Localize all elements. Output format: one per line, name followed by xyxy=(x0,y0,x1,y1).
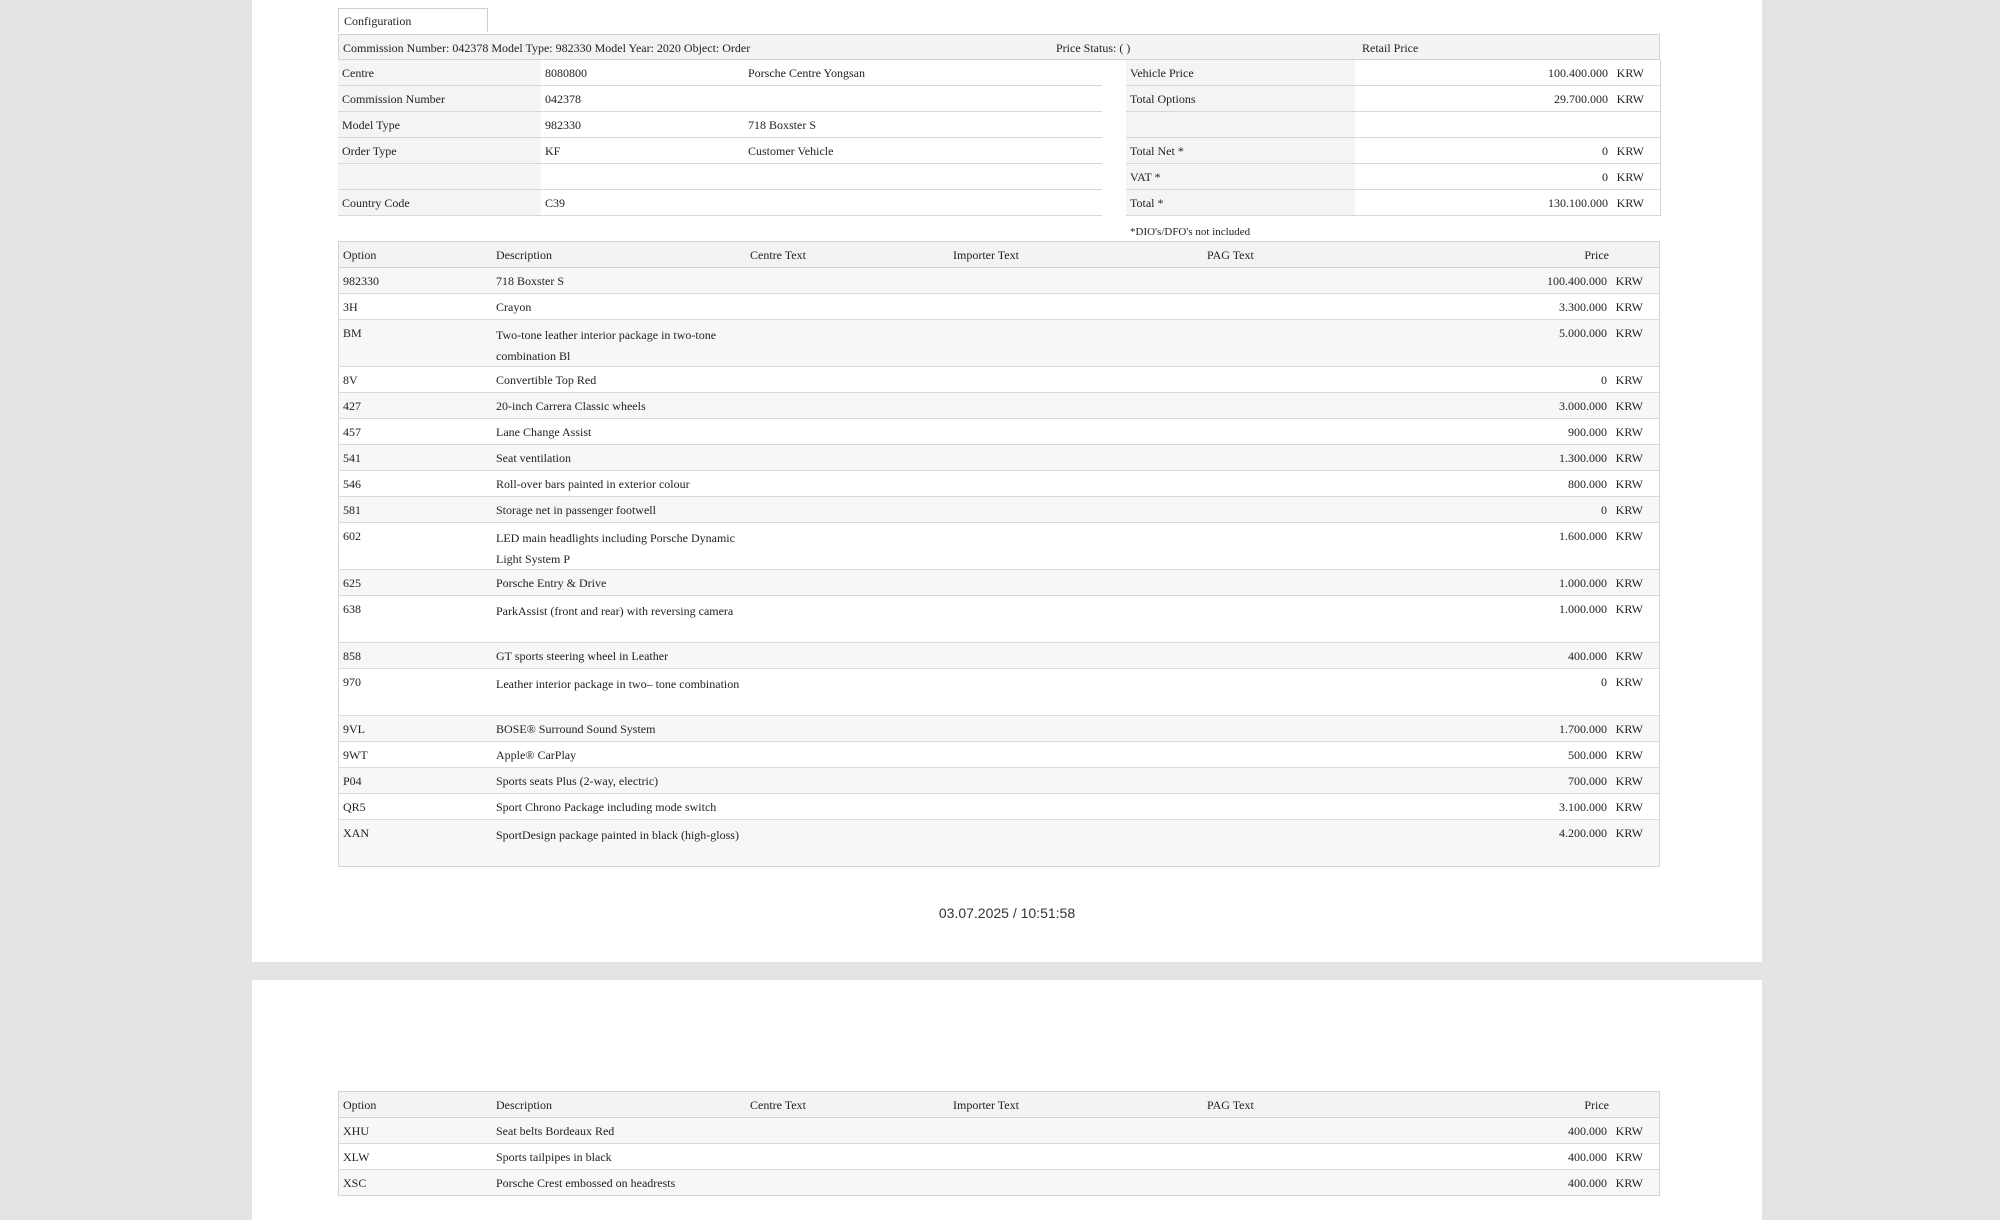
option-currency: KRW xyxy=(1615,1150,1643,1164)
info-value: C39 xyxy=(545,196,566,210)
summary-currency: KRW xyxy=(1616,144,1644,158)
option-code: 8V xyxy=(343,373,358,387)
table-row xyxy=(339,268,1659,294)
info-label: Country Code xyxy=(342,196,410,210)
option-currency: KRW xyxy=(1615,722,1643,736)
print-timestamp: 03.07.2025 / 10:51:58 xyxy=(938,905,1076,921)
option-currency: KRW xyxy=(1615,1176,1643,1190)
info-label: Centre xyxy=(342,66,374,80)
option-price: 1.000.000 xyxy=(1559,576,1607,590)
summary-currency: KRW xyxy=(1616,170,1644,184)
option-price: 5.000.000 xyxy=(1559,326,1607,340)
option-currency: KRW xyxy=(1615,602,1643,616)
option-description: Storage net in passenger footwell xyxy=(496,503,656,517)
table-header xyxy=(339,242,1659,268)
footnote: *DIO's/DFO's not included xyxy=(1130,226,1251,238)
option-description: Crayon xyxy=(496,300,532,314)
price-status: Price Status: ( ) xyxy=(1056,41,1131,55)
option-currency: KRW xyxy=(1615,748,1643,762)
info-extra: Porsche Centre Yongsan xyxy=(748,66,865,80)
option-description: LED main headlights including Porsche Dynamic Light System P xyxy=(496,531,735,566)
col-centre-text: Centre Text xyxy=(750,248,806,262)
option-price: 1.300.000 xyxy=(1559,451,1607,465)
option-price: 400.000 xyxy=(1568,649,1607,663)
option-code: 9VL xyxy=(343,722,365,736)
option-description: Two-tone leather interior package in two-tone combination Bl xyxy=(496,328,717,363)
info-extra: Customer Vehicle xyxy=(748,144,834,158)
summary-label: Total * xyxy=(1130,196,1164,210)
option-description: GT sports steering wheel in Leather xyxy=(496,649,669,663)
summary-currency: KRW xyxy=(1616,196,1644,210)
table-row xyxy=(339,445,1659,471)
summary-currency: KRW xyxy=(1616,66,1644,80)
option-description: 20-inch Carrera Classic wheels xyxy=(496,399,646,413)
info-row xyxy=(338,164,1102,190)
info-value: 042378 xyxy=(545,92,581,106)
table-row xyxy=(339,768,1659,794)
option-code: 541 xyxy=(343,451,361,465)
options-table xyxy=(338,241,1660,867)
option-currency: KRW xyxy=(1615,529,1643,543)
option-code: 970 xyxy=(343,675,361,689)
option-description: Sports seats Plus (2-way, electric) xyxy=(496,774,659,788)
col-pag-text: PAG Text xyxy=(1207,248,1254,262)
info-label: Model Type xyxy=(342,118,400,132)
info-row xyxy=(338,138,1102,164)
col-description: Description xyxy=(496,248,552,262)
configuration-tab[interactable]: Configuration xyxy=(338,8,488,32)
option-price: 400.000 xyxy=(1568,1176,1607,1190)
summary-row xyxy=(1126,60,1660,86)
col-option: Option xyxy=(343,1098,377,1112)
options-body xyxy=(339,1118,1659,1195)
table-row xyxy=(339,794,1659,820)
info-value: KF xyxy=(545,144,561,158)
option-price: 400.000 xyxy=(1568,1124,1607,1138)
option-description: Porsche Entry & Drive xyxy=(496,576,607,590)
option-description: Apple® CarPlay xyxy=(496,748,577,762)
option-description: Seat ventilation xyxy=(496,451,571,465)
summary-label: Total Options xyxy=(1130,92,1196,106)
option-price: 4.200.000 xyxy=(1559,826,1607,840)
summary-row xyxy=(1126,138,1660,164)
option-price: 1.000.000 xyxy=(1559,602,1607,616)
info-row xyxy=(338,60,1102,86)
option-currency: KRW xyxy=(1615,373,1643,387)
option-currency: KRW xyxy=(1615,399,1643,413)
document-page-1 xyxy=(252,0,1762,962)
info-row xyxy=(338,112,1102,138)
option-currency: KRW xyxy=(1615,477,1643,491)
table-row xyxy=(339,1170,1659,1195)
table-row xyxy=(339,497,1659,523)
table-row xyxy=(339,419,1659,445)
table-row xyxy=(339,596,1659,643)
summary-currency: KRW xyxy=(1616,92,1644,106)
table-row xyxy=(339,742,1659,768)
option-description: Sport Chrono Package including mode switch xyxy=(496,800,717,814)
info-label: Order Type xyxy=(342,144,397,158)
option-code: P04 xyxy=(343,774,362,788)
table-row xyxy=(339,669,1659,716)
commission-header xyxy=(338,34,1660,60)
option-currency: KRW xyxy=(1615,1124,1643,1138)
option-price: 500.000 xyxy=(1568,748,1607,762)
table-row xyxy=(339,393,1659,419)
table-row xyxy=(339,570,1659,596)
info-value: 8080800 xyxy=(545,66,587,80)
option-price: 800.000 xyxy=(1568,477,1607,491)
table-row xyxy=(339,1144,1659,1170)
summary-row xyxy=(1126,86,1660,112)
summary-row xyxy=(1126,112,1660,138)
info-extra: 718 Boxster S xyxy=(748,118,817,132)
vehicle-info-grid xyxy=(338,60,1102,216)
option-code: 858 xyxy=(343,649,361,663)
option-code: BM xyxy=(343,326,362,340)
option-code: QR5 xyxy=(343,800,366,814)
retail-price-label: Retail Price xyxy=(1362,41,1419,55)
summary-label: VAT * xyxy=(1130,170,1161,184)
options-body xyxy=(339,268,1659,866)
option-code: 546 xyxy=(343,477,361,491)
col-option: Option xyxy=(343,248,377,262)
option-description: 718 Boxster S xyxy=(496,274,565,288)
col-price: Price xyxy=(1584,248,1609,262)
summary-amount: 100.400.000 xyxy=(1548,66,1608,80)
option-code: 602 xyxy=(343,529,361,543)
option-description: Convertible Top Red xyxy=(496,373,597,387)
col-price: Price xyxy=(1584,1098,1609,1112)
option-price: 0 xyxy=(1601,503,1607,517)
table-row xyxy=(339,367,1659,393)
info-row xyxy=(338,86,1102,112)
option-code: 427 xyxy=(343,399,361,413)
options-table-continued xyxy=(338,1091,1660,1196)
option-code: 3H xyxy=(343,300,358,314)
option-price: 3.100.000 xyxy=(1559,800,1607,814)
col-pag-text: PAG Text xyxy=(1207,1098,1254,1112)
table-row xyxy=(339,320,1659,367)
option-currency: KRW xyxy=(1615,300,1643,314)
info-row xyxy=(338,190,1102,216)
summary-label: Total Net * xyxy=(1130,144,1184,158)
summary-amount: 29.700.000 xyxy=(1554,92,1608,106)
option-code: 982330 xyxy=(343,274,379,288)
option-description: BOSE® Surround Sound System xyxy=(496,722,656,736)
info-value: 982330 xyxy=(545,118,581,132)
col-centre-text: Centre Text xyxy=(750,1098,806,1112)
option-price: 0 xyxy=(1601,373,1607,387)
col-importer-text: Importer Text xyxy=(953,1098,1019,1112)
option-code: 457 xyxy=(343,425,361,439)
option-code: 581 xyxy=(343,503,361,517)
option-currency: KRW xyxy=(1615,800,1643,814)
col-importer-text: Importer Text xyxy=(953,248,1019,262)
option-price: 3.300.000 xyxy=(1559,300,1607,314)
summary-row xyxy=(1126,164,1660,190)
summary-amount: 130.100.000 xyxy=(1548,196,1608,210)
option-price: 1.600.000 xyxy=(1559,529,1607,543)
option-description: SportDesign package painted in black (high-gloss) xyxy=(496,828,739,842)
table-row xyxy=(339,294,1659,320)
option-currency: KRW xyxy=(1615,774,1643,788)
option-code: XHU xyxy=(343,1124,369,1138)
option-code: 638 xyxy=(343,602,361,616)
table-row xyxy=(339,523,1659,570)
summary-amount: 0 xyxy=(1602,144,1608,158)
table-row xyxy=(339,471,1659,497)
option-price: 100.400.000 xyxy=(1547,274,1607,288)
col-description: Description xyxy=(496,1098,552,1112)
table-row xyxy=(339,716,1659,742)
commission-summary: Commission Number: 042378 Model Type: 982330 Model Year: 2020 Object: Order xyxy=(343,41,751,55)
option-description: Sports tailpipes in black xyxy=(496,1150,612,1164)
document-page-2 xyxy=(252,980,1762,1220)
option-currency: KRW xyxy=(1615,675,1643,689)
option-description: Lane Change Assist xyxy=(496,425,592,439)
summary-row xyxy=(1126,190,1660,216)
option-description: Roll-over bars painted in exterior colour xyxy=(496,477,690,491)
option-price: 0 xyxy=(1601,675,1607,689)
table-row xyxy=(339,643,1659,669)
option-description: Seat belts Bordeaux Red xyxy=(496,1124,615,1138)
option-price: 900.000 xyxy=(1568,425,1607,439)
option-description: Leather interior package in two– tone combination xyxy=(496,677,740,691)
option-currency: KRW xyxy=(1615,326,1643,340)
option-code: XSC xyxy=(343,1176,367,1190)
table-header xyxy=(339,1092,1659,1118)
option-currency: KRW xyxy=(1615,576,1643,590)
option-code: 9WT xyxy=(343,748,368,762)
option-currency: KRW xyxy=(1615,649,1643,663)
option-description: Porsche Crest embossed on headrests xyxy=(496,1176,676,1190)
price-summary-grid xyxy=(1126,60,1661,216)
option-currency: KRW xyxy=(1615,826,1643,840)
summary-amount: 0 xyxy=(1602,170,1608,184)
summary-label: Vehicle Price xyxy=(1130,66,1194,80)
info-label: Commission Number xyxy=(342,92,446,106)
option-price: 700.000 xyxy=(1568,774,1607,788)
option-code: 625 xyxy=(343,576,361,590)
option-code: XLW xyxy=(343,1150,370,1164)
option-price: 3.000.000 xyxy=(1559,399,1607,413)
option-price: 400.000 xyxy=(1568,1150,1607,1164)
option-description: ParkAssist (front and rear) with reversing camera xyxy=(496,604,734,618)
option-currency: KRW xyxy=(1615,503,1643,517)
option-currency: KRW xyxy=(1615,274,1643,288)
option-currency: KRW xyxy=(1615,451,1643,465)
option-code: XAN xyxy=(343,826,369,840)
option-price: 1.700.000 xyxy=(1559,722,1607,736)
option-currency: KRW xyxy=(1615,425,1643,439)
table-row xyxy=(339,820,1659,866)
table-row xyxy=(339,1118,1659,1144)
